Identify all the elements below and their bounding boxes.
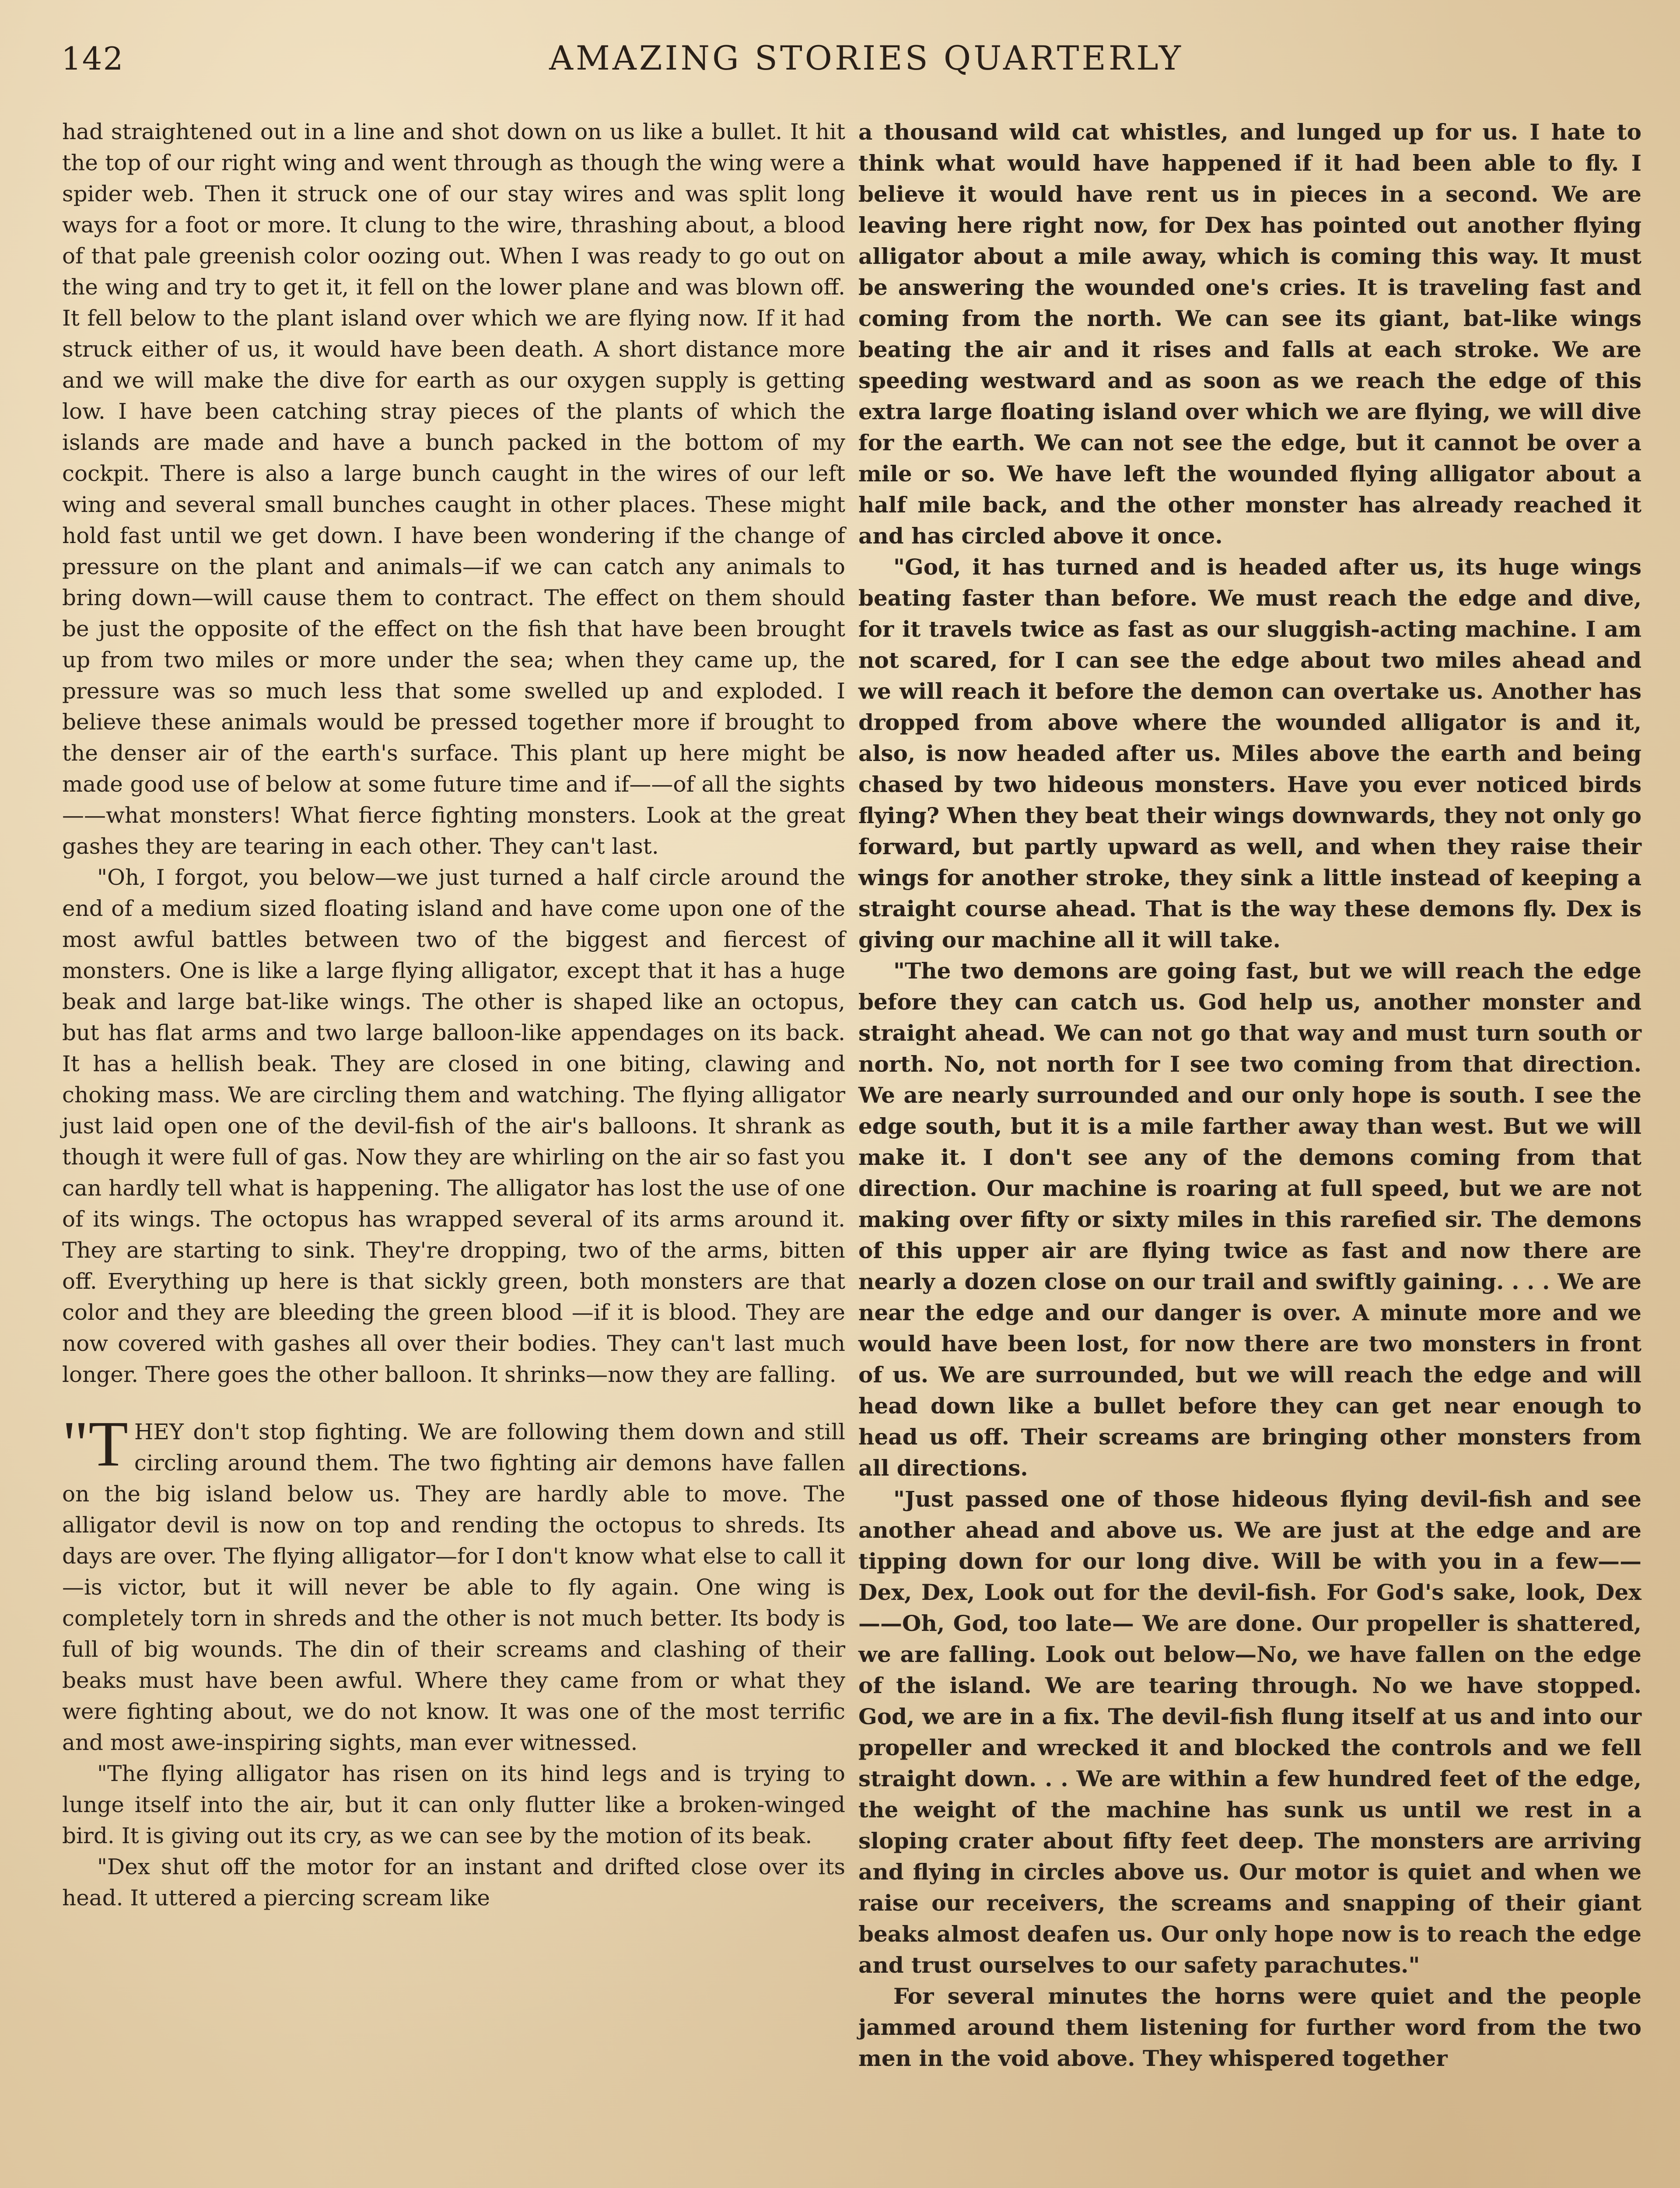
- right-paragraph-1: a thousand wild cat whistles, and lunged up for us. I hate to think what would have happened if it had been able to fly. I believe it would have rent us in pieces in a second. We are leaving here right now, for Dex has pointed out another flying alligator about a mile away, which is coming this way. It must be answering the wounded one's cries. It is traveling fast and coming from the north. We can see its giant, bat-like wings beating the air and it rises and falls at each stroke. We are speeding westward and as soon as we reach the edge of this extra large floating island over which we are flying, we will dive for the earth. We can not see the edge, but it cannot be over a mile or so. We have left the wounded flying alligator about a half mile back, and the other monster has already reached it and has circled above it once.: [858, 119, 1642, 549]
- right-column: [858, 116, 1642, 2074]
- right-paragraph-2: "God, it has turned and is headed after us, its huge wings beating faster than before. We must reach the edge and dive, for it travels twice as fast as our sluggish-acting machine. I am not scared, for I can see the edge about two miles ahead and we will reach it before the demon can overtake us. Another has dropped from above where the wounded alligator is and it, also, is now headed after us. Miles above the earth and being chased by two hideous monsters. Have you ever noticed birds flying? When they beat their wings downwards, they not only go forward, but partly upward as well, and when they raise their wings for another stroke, they sink a little instead of keeping a straight course ahead. That is the way these demons fly. Dex is giving our machine all it will take.: [858, 554, 1642, 953]
- page-number: 142: [61, 40, 124, 77]
- left-paragraph-5: "Dex shut off the motor for an instant and drifted close over its head. It uttered a piercing scream like: [62, 1854, 845, 1911]
- left-paragraph-1: had straightened out in a line and shot down on us like a bullet. It hit the top of our right wing and went through as though the wing were a spider web. Then it struck one of our stay wires and was split long ways for a foot or more. It clung to the wire, thrashing about, a blood of that pale greenish color oozing out. When I was ready to go out on the wing and try to get it, it fell on the lower plane and was blown off. It fell below to the plant island over which we are flying now. If it had struck either of us, it would have been death. A short distance more and we will make the dive for earth as our oxygen supply is getting low. I have been catching stray pieces of the plants of which the islands are made and have a bunch packed in the bottom of my cockpit. There is also a large bunch caught in the wires of our left wing and several small bunches caught in other places. These might hold fast until we get down. I have been wondering if the change of pressure on the plant and animals—if we can catch any animals to bring down—will cause them to contract. The effect on them should be just the opposite of the effect on the fish that have been brought up from two miles or more under the sea; when they came up, the pressure was so much less that some swelled up and exploded. I believe these animals would be pressed together more if brought to the denser air of the earth's surface. This plant up here might be made good use of below at some future time and if——of all the sights——what monsters! What fierce fighting monsters. Look at the great gashes they are tearing in each other. They can't last.: [62, 119, 845, 859]
- right-paragraph-4: "Just passed one of those hideous flying devil-fish and see another ahead and above us. We are just at the edge and are tipping down for our long dive. Will be with you in a few——Dex, Dex, Look out for the devil-fish. For God's sake, look, Dex——Oh, God, too late— We are done. Our propeller is shattered, we are falling. Look out below—No, we have fallen on the edge of the island. We are tearing through. No we have stopped. God, we are in a fix. The devil-fish flung itself at us and into our propeller and wrecked it and blocked the controls and we fell straight down. . . We are within a few hundred feet of the edge, the weight of the machine has sunk us until we rest in a sloping crater about fifty feet deep. The monsters are arriving and flying in circles above us. Our motor is quiet and when we raise our receivers, the screams and snapping of their giant beaks almost deafen us. Our only hope now is to reach the edge and trust ourselves to our safety parachutes.": [858, 1486, 1642, 1978]
- left-paragraph-3-text: HEY don't stop fighting. We are following them down and still circling around them. The two fighting air demons have fallen on the big island below us. They are hardly able to move. The alligator devil is now on top and rending the octopus to shreds. Its days are over. The flying alligator—for I don't know what else to call it—is victor, but it will never be able to fly again. One wing is completely torn in shreds and the other is not much better. Its body is full of big wounds. The din of their screams and clashing of their beaks must have been awful. Where they came from or what they were fighting about, we do not know. It was one of the most terrific and most awe-inspiring sights, man ever witnessed.: [62, 1419, 845, 1755]
- left-paragraph-3: [62, 1408, 845, 1758]
- left-paragraph-4: "The flying alligator has risen on its hind legs and is trying to lunge itself into the air, but it can only flutter like a broken-winged bird. It is giving out its cry, as we can see by the motion of its beak.: [62, 1761, 845, 1848]
- right-paragraph-5: For several minutes the horns were quiet and the people jammed around them listening for further word from the two men in the void above. They whispered together: [858, 1983, 1642, 2071]
- running-head: [0, 39, 1680, 77]
- left-paragraph-2: "Oh, I forgot, you below—we just turned a half circle around the end of a medium sized floating island and have come upon one of the most awful battles between two of the biggest and fiercest of monsters. One is like a large flying alligator, except that it has a huge beak and large bat-like wings. The other is shaped like an octopus, but has flat arms and two large balloon-like appendages on its back. It has a hellish beak. They are closed in one biting, clawing and choking mass. We are circling them and watching. The flying alligator just laid open one of the devil-fish of the air's balloons. It shrank as though it were full of gas. Now they are whirling on the air so fast you can hardly tell what is happening. The alligator has lost the use of one of its wings. The octopus has wrapped several of its arms around it. They are starting to sink. They're dropping, two of the arms, bitten off. Everything up here is that sickly green, both monsters are that color and they are bleeding the green blood —if it is blood. They are now covered with gashes all over their bodies. They can't last much longer. There goes the other balloon. It shrinks—now they are falling.: [62, 865, 845, 1387]
- drop-cap: "T: [62, 1408, 128, 1480]
- left-column: [62, 116, 845, 1914]
- right-paragraph-3: "The two demons are going fast, but we will reach the edge before they can catch us. God help us, another monster and straight ahead. We can not go that way and must turn south or north. No, not north for I see two coming from that direction. We are nearly surrounded and our only hope is south. I see the edge south, but it is a mile farther away than west. But we will make it. I don't see any of the demons coming from that direction. Our machine is roaring at full speed, but we are not making over fifty or sixty miles in this rarefied sir. The demons of this upper air are flying twice as fast and now there are nearly a dozen close on our trail and swiftly gaining. . . . We are near the edge and our danger is over. A minute more and we would have been lost, for now there are two monsters in front of us. We are surrounded, but we will reach the edge and will head down like a bullet before they can get near enough to head us off. Their screams are bringing other monsters from all directions.: [858, 958, 1642, 1481]
- running-head-title: AMAZING STORIES QUARTERLY: [549, 39, 1183, 77]
